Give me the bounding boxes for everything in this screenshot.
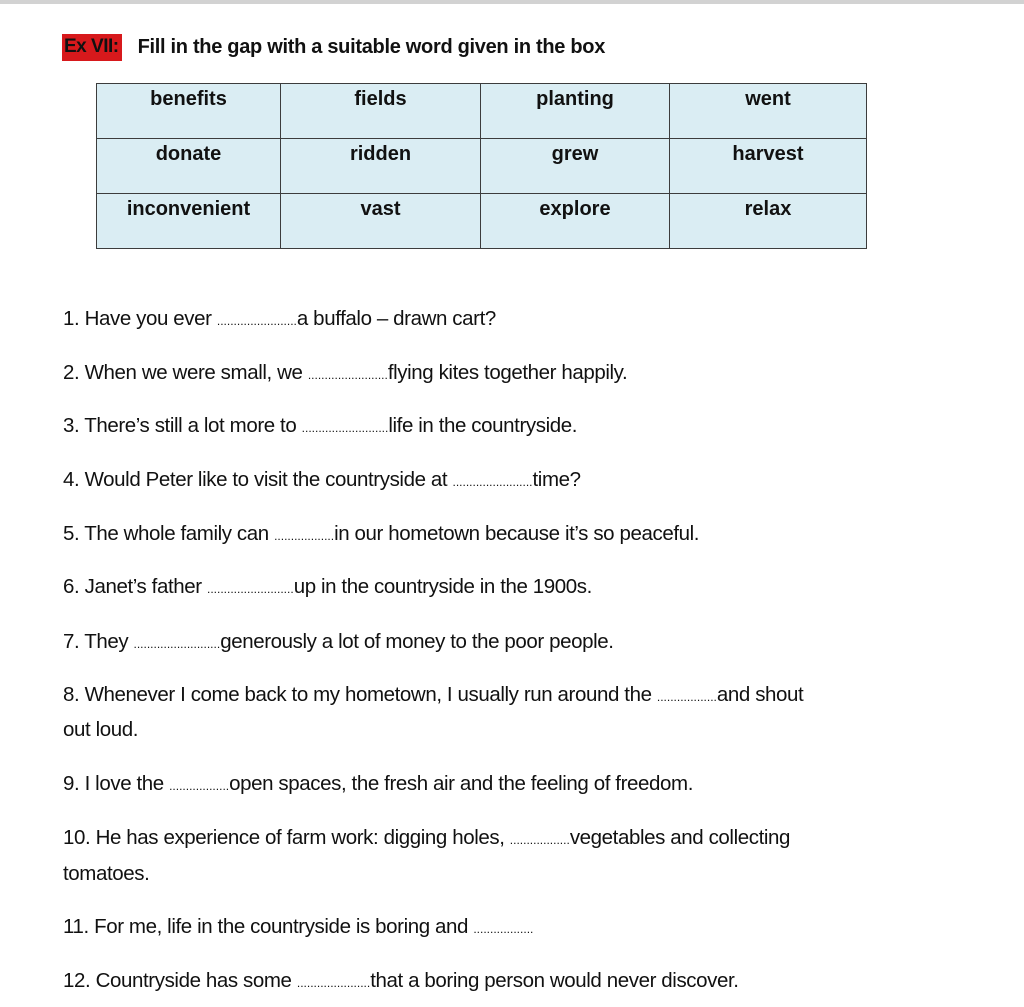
question-11 <box>63 909 993 947</box>
question-1 <box>63 301 993 339</box>
question-text: in our hometown because it’s so peaceful. <box>334 522 700 545</box>
answer-blank: ........................ <box>452 475 533 489</box>
question-4 <box>63 462 993 500</box>
answer-blank: .......................... <box>301 421 389 435</box>
word-row <box>97 84 867 139</box>
question-text: vegetables and collecting <box>569 826 791 849</box>
answer-blank: ........................ <box>216 314 297 328</box>
question-text: open spaces, the fresh air and the feeling of freedom. <box>229 772 693 795</box>
word-cell: benefits <box>97 84 281 139</box>
answer-blank: .......................... <box>133 637 221 651</box>
question-12 <box>63 963 993 1001</box>
question-text: 2. When we were small, we <box>63 361 308 384</box>
word-row <box>97 139 867 194</box>
question-text: that a boring person would never discover. <box>370 969 739 992</box>
word-cell: harvest <box>670 139 867 194</box>
answer-blank: .................. <box>274 529 335 543</box>
question-text: up in the countryside in the 1900s. <box>293 575 592 598</box>
question-7 <box>63 624 993 662</box>
word-cell: donate <box>97 139 281 194</box>
word-cell: fields <box>281 84 481 139</box>
question-text: life in the countryside. <box>388 414 578 437</box>
question-8 <box>63 677 993 715</box>
question-9 <box>63 766 993 804</box>
top-divider <box>0 0 1024 4</box>
word-cell: vast <box>281 194 481 249</box>
word-cell: ridden <box>281 139 481 194</box>
question-text: 11. For me, life in the countryside is boring and <box>63 915 474 938</box>
exercise-heading <box>62 33 605 61</box>
question-text: a buffalo – drawn cart? <box>296 307 496 330</box>
word-cell: relax <box>670 194 867 249</box>
word-cell: planting <box>481 84 670 139</box>
word-cell: inconvenient <box>97 194 281 249</box>
answer-blank: .................. <box>473 922 534 936</box>
answer-blank: .................. <box>509 833 570 847</box>
question-2 <box>63 355 993 393</box>
question-text: 6. Janet’s father <box>63 575 207 598</box>
answer-blank: .................. <box>169 779 230 793</box>
exercise-instruction: Fill in the gap with a suitable word given in the box <box>137 35 606 58</box>
answer-blank: .................. <box>656 690 717 704</box>
answer-blank: ...................... <box>296 976 371 990</box>
answer-blank: ........................ <box>307 368 388 382</box>
question-text: 12. Countryside has some <box>63 969 297 992</box>
question-text: time? <box>532 468 581 491</box>
question-text: 4. Would Peter like to visit the countryside at <box>63 468 453 491</box>
question-text: generously a lot of money to the poor people. <box>220 630 614 653</box>
word-cell: went <box>670 84 867 139</box>
word-cell: explore <box>481 194 670 249</box>
question-text: 1. Have you ever <box>63 307 217 330</box>
question-text: and shout <box>716 683 804 706</box>
answer-blank: .......................... <box>207 582 294 596</box>
exercise-label: Ex VII: <box>62 34 122 61</box>
word-row <box>97 194 867 249</box>
word-cell: grew <box>481 139 670 194</box>
question-10-continuation: tomatoes. <box>63 862 150 885</box>
question-text: 5. The whole family can <box>63 522 275 545</box>
question-text: 10. He has experience of farm work: digging holes, <box>63 826 510 849</box>
question-8-continuation: out loud. <box>63 718 139 741</box>
question-6 <box>63 569 993 607</box>
word-box-table <box>96 83 867 249</box>
question-text: 9. I love the <box>63 772 170 795</box>
question-10 <box>63 820 993 858</box>
question-text: 3. There’s still a lot more to <box>63 414 302 437</box>
question-3 <box>63 408 993 446</box>
question-5 <box>63 516 993 554</box>
question-text: 7. They <box>63 630 134 653</box>
question-text: 8. Whenever I come back to my hometown, I usually run around the <box>63 683 657 706</box>
question-text: flying kites together happily. <box>387 361 628 384</box>
